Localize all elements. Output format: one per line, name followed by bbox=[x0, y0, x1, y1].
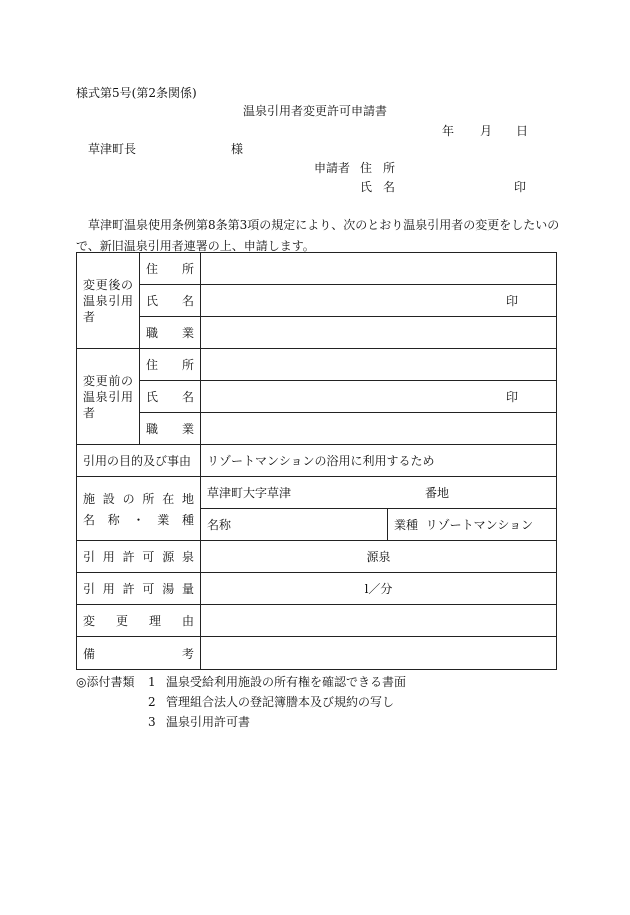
reason-label: 変 更 理 由 bbox=[77, 605, 201, 637]
intro-line-1: 草津町温泉使用条例第8条第3項の規定により、次のとおり温泉引用者の変更をしたいの bbox=[88, 218, 560, 232]
remarks-label: 備 考 bbox=[77, 637, 201, 670]
after-address-field[interactable] bbox=[201, 253, 557, 285]
applicant-address-label-1: 住 bbox=[360, 161, 373, 175]
applicant-name-label-1: 氏 bbox=[360, 180, 373, 194]
applicant-name-label-2: 名 bbox=[383, 180, 396, 194]
after-job-field[interactable] bbox=[201, 317, 557, 349]
applicant-address-label-2: 所 bbox=[383, 161, 396, 175]
attachment-item: 2 管理組合法人の登記簿謄本及び規約の写し bbox=[148, 695, 395, 709]
date-year: 年 bbox=[442, 124, 455, 138]
attachments-heading: ◎添付書類 bbox=[76, 675, 135, 689]
volume-label: 引 用 許 可 湯 量 bbox=[77, 573, 201, 605]
date-day: 日 bbox=[516, 124, 529, 138]
before-name-field[interactable] bbox=[201, 381, 557, 413]
intro-line-2: で、新旧温泉引用者連署の上、申請します。 bbox=[76, 239, 315, 253]
before-address-field[interactable] bbox=[201, 349, 557, 381]
volume-value[interactable]: l／分 bbox=[201, 573, 557, 605]
before-job-field[interactable] bbox=[201, 413, 557, 445]
form-title: 温泉引用者変更許可申請書 bbox=[243, 104, 388, 118]
before-change-group-label: 変更前の温泉引用者 bbox=[77, 349, 140, 445]
addressee: 草津町長 bbox=[88, 142, 137, 156]
facility-label: 施 設 の 所 在 地 名 称 ・ 業 種 bbox=[77, 477, 201, 541]
intro-paragraph bbox=[76, 215, 558, 257]
facility-banchi: 番地 bbox=[425, 486, 450, 500]
attachment-item: ◎添付書類 1 温泉受給利用施設の所有権を確認できる書面 bbox=[76, 672, 406, 692]
facility-type-value: リゾートマンション bbox=[425, 518, 534, 532]
date-month: 月 bbox=[480, 124, 493, 138]
facility-name-type-row bbox=[201, 509, 557, 541]
before-address-label: 住 所 bbox=[140, 349, 201, 381]
source-value[interactable]: 源泉 bbox=[201, 541, 557, 573]
applicant-label: 申請者 bbox=[314, 161, 351, 175]
before-name-label: 氏 名 bbox=[140, 381, 201, 413]
purpose-label: 引用の目的及び事由 bbox=[77, 445, 201, 477]
attachment-item: 3 温泉引用許可書 bbox=[148, 715, 251, 729]
honorific: 様 bbox=[231, 142, 244, 156]
remarks-field[interactable] bbox=[201, 637, 557, 670]
facility-address-field[interactable] bbox=[201, 477, 557, 509]
after-name-label: 氏 名 bbox=[140, 285, 201, 317]
after-seal: 印 bbox=[505, 294, 518, 308]
attachments bbox=[76, 672, 406, 732]
facility-name-field[interactable]: 名称 bbox=[201, 509, 388, 540]
after-change-group-label: 変更後の温泉引用者 bbox=[77, 253, 140, 349]
applicant-seal: 印 bbox=[514, 180, 527, 194]
form-number: 様式第5号(第2条関係) bbox=[76, 86, 197, 100]
facility-address: 草津町大字草津 bbox=[207, 486, 292, 500]
application-table bbox=[76, 252, 557, 670]
reason-field[interactable] bbox=[201, 605, 557, 637]
source-label: 引 用 許 可 源 泉 bbox=[77, 541, 201, 573]
after-address-label: 住 所 bbox=[140, 253, 201, 285]
after-job-label: 職 業 bbox=[140, 317, 201, 349]
purpose-value[interactable]: リゾートマンションの浴用に利用するため bbox=[201, 445, 557, 477]
before-job-label: 職 業 bbox=[140, 413, 201, 445]
before-seal: 印 bbox=[505, 390, 518, 404]
after-name-field[interactable] bbox=[201, 285, 557, 317]
facility-type-field[interactable]: 業種 リゾートマンション bbox=[394, 518, 534, 532]
